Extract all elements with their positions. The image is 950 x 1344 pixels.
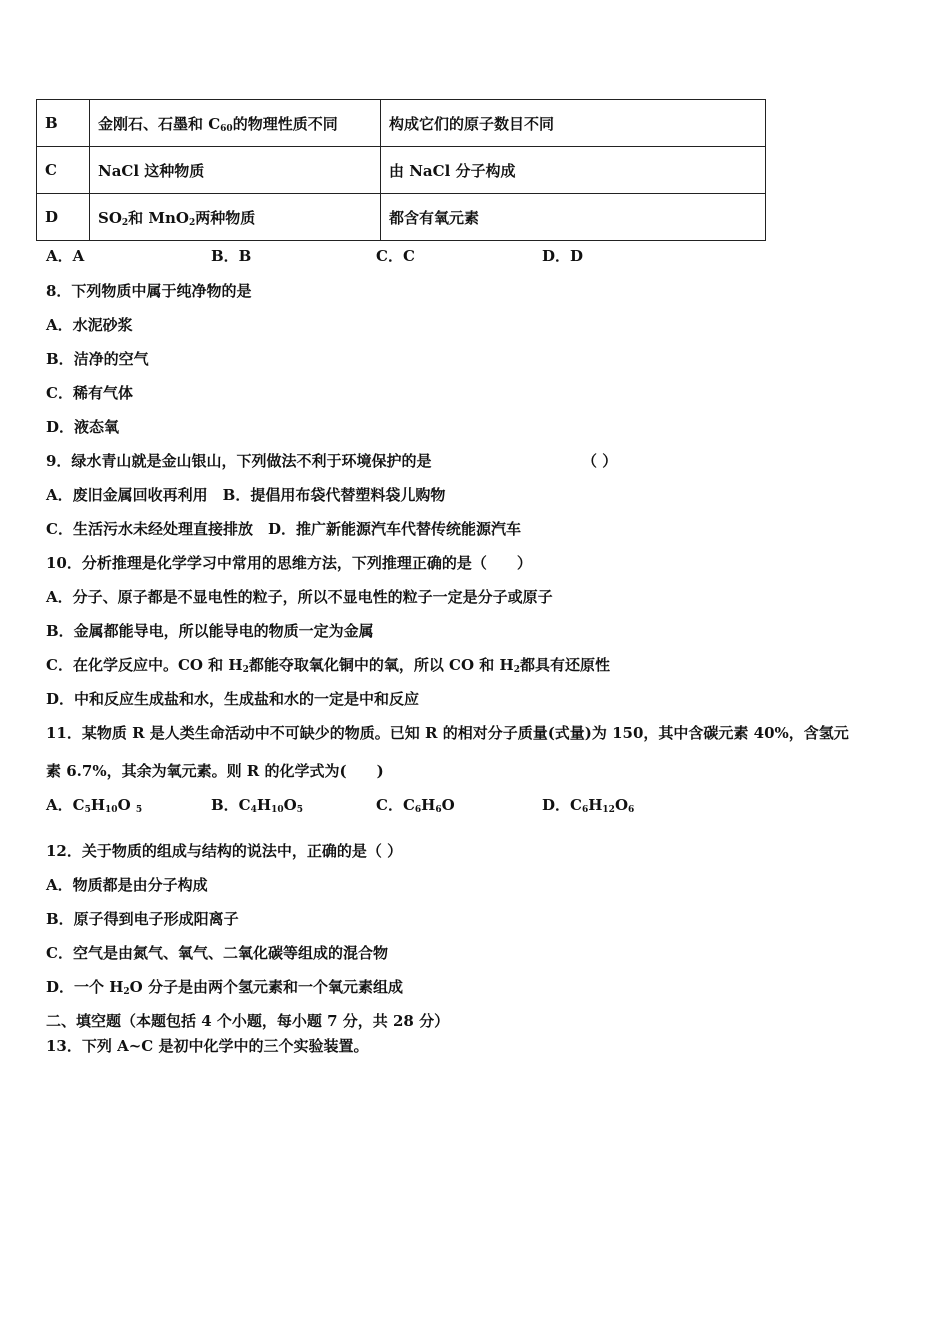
q12-option-d[interactable]: D．一个 $H_2O$ 分子是由两个氢元素和一个氧元素组成 bbox=[46, 978, 403, 997]
q8-stem: 8．下列物质中属于纯净物的是 bbox=[46, 282, 252, 300]
q12-stem: 12．关于物质的组成与结构的说法中，正确的是（ ） bbox=[46, 842, 403, 860]
q10-option-c[interactable]: C．在化学反应中。CO 和 $H_2$都能夺取氧化铜中的氧，所以 CO 和 $H_2$都具有还原性 bbox=[46, 656, 610, 675]
q8-option-d[interactable]: D．液态氧 bbox=[46, 418, 120, 436]
row-explanation: 由 NaCl 分子构成 bbox=[381, 147, 766, 194]
option-d[interactable]: D．D bbox=[542, 247, 584, 265]
row-statement: 金刚石、石墨和 $C_{60}$的物理性质不同 bbox=[90, 100, 381, 147]
q12-option-c[interactable]: C．空气是由氮气、氧气、二氧化碳等组成的混合物 bbox=[46, 944, 388, 962]
q9-options-cd[interactable]: C．生活污水未经处理直接排放 D．推广新能源汽车代替传统能源汽车 bbox=[46, 520, 521, 538]
row-explanation: 构成它们的原子数目不同 bbox=[381, 100, 766, 147]
option-c[interactable]: C．$C_6H_6O$ bbox=[376, 796, 455, 815]
q7-table bbox=[36, 99, 766, 241]
table-row bbox=[37, 147, 766, 194]
row-label: D bbox=[37, 194, 90, 241]
q9-stem: 9．绿水青山就是金山银山，下列做法不利于环境保护的是 bbox=[46, 452, 432, 470]
option-a[interactable]: A．$C_5H_{10}O$ $_5$ bbox=[46, 796, 143, 815]
option-c[interactable]: C．C bbox=[376, 247, 415, 265]
q12-option-b[interactable]: B．原子得到电子形成阳离子 bbox=[46, 910, 239, 928]
q12-option-a[interactable]: A．物质都是由分子构成 bbox=[46, 876, 208, 894]
option-d[interactable]: D．$C_6H_{12}O_6$ bbox=[542, 796, 635, 815]
q9-answer-paren: （ ） bbox=[582, 452, 618, 470]
table-row bbox=[37, 194, 766, 241]
table-row bbox=[37, 100, 766, 147]
q10-stem: 10．分析推理是化学学习中常用的思维方法，下列推理正确的是（ ） bbox=[46, 554, 532, 572]
q8-option-c[interactable]: C．稀有气体 bbox=[46, 384, 133, 402]
q9-options-ab[interactable]: A．废旧金属回收再利用 B．提倡用布袋代替塑料袋儿购物 bbox=[46, 486, 446, 504]
section-heading: 二、填空题（本题包括 4 个小题，每小题 7 分，共 28 分） bbox=[46, 1012, 450, 1030]
q8-option-a[interactable]: A．水泥砂浆 bbox=[46, 316, 133, 334]
q13-stem: 13．下列 A~C 是初中化学中的三个实验装置。 bbox=[46, 1037, 369, 1055]
row-statement: NaCl 这种物质 bbox=[90, 147, 381, 194]
row-label: C bbox=[37, 147, 90, 194]
q10-option-d[interactable]: D．中和反应生成盐和水，生成盐和水的一定是中和反应 bbox=[46, 690, 420, 708]
row-statement: $SO_2$和 MnO$_2$两种物质 bbox=[90, 194, 381, 241]
row-explanation: 都含有氧元素 bbox=[381, 194, 766, 241]
row-label: B bbox=[37, 100, 90, 147]
q11-stem-line1: 11．某物质 R 是人类生命活动中不可缺少的物质。已知 R 的相对分子质量(式量)为 150，其中含碳元素 40%，含氢元 bbox=[46, 724, 849, 742]
q10-option-b[interactable]: B．金属都能导电，所以能导电的物质一定为金属 bbox=[46, 622, 374, 640]
q8-option-b[interactable]: B．洁净的空气 bbox=[46, 350, 149, 368]
q10-option-a[interactable]: A．分子、原子都是不显电性的粒子，所以不显电性的粒子一定是分子或原子 bbox=[46, 588, 553, 606]
q11-stem-line2: 素 6.7%，其余为氧元素。则 R 的化学式为( ) bbox=[46, 762, 384, 780]
option-a[interactable]: A．A bbox=[46, 247, 85, 265]
option-b[interactable]: B．B bbox=[211, 247, 252, 265]
option-b[interactable]: B．$C_4H_{10}O_5$ bbox=[211, 796, 303, 815]
